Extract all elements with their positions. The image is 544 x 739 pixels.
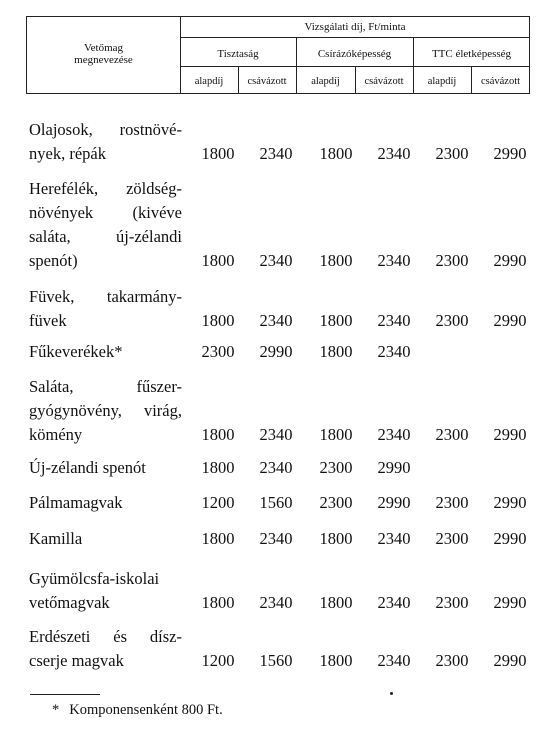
subcol-header: alapdíj <box>194 76 224 87</box>
seed-name <box>29 567 182 615</box>
fee-value: 2340 <box>377 251 411 270</box>
seed-name-line: spenót) <box>29 251 78 270</box>
fee-value: 1800 <box>201 251 235 270</box>
footnote <box>52 702 223 719</box>
seed-name-line: vetőmagvak <box>29 593 110 612</box>
seed-name-line: Olajosok, rostnövé- <box>29 120 182 139</box>
seed-name-line: Új-zélandi spenót <box>29 458 146 477</box>
fee-value: 1200 <box>201 651 235 670</box>
seed-name <box>29 527 182 551</box>
fee-value: 2300 <box>435 311 469 330</box>
fee-value: 1200 <box>201 493 235 512</box>
fee-value: 2340 <box>377 342 411 361</box>
seed-name-line: füvek <box>29 311 67 330</box>
fee-value: 1800 <box>319 425 353 444</box>
fee-value: 2300 <box>319 458 353 477</box>
fee-value: 2340 <box>377 144 411 163</box>
seed-name-line: cserje magvak <box>29 651 124 670</box>
fee-value: 1800 <box>201 144 235 163</box>
fee-value: 1800 <box>319 144 353 163</box>
seed-name-line: gyógynövény, virág, <box>29 401 182 420</box>
fee-value: 1800 <box>201 458 235 477</box>
fee-value: 2990 <box>493 144 527 163</box>
fee-value: 1800 <box>201 425 235 444</box>
fee-value: 2340 <box>259 144 293 163</box>
group-tisztasag: Tisztaság <box>217 48 259 60</box>
fee-value: 2340 <box>259 425 293 444</box>
fee-value: 2990 <box>493 425 527 444</box>
subcol-header: csávázott <box>364 76 404 87</box>
subcol-header: csávázott <box>480 76 521 87</box>
fee-title: Vizsgálati díj, Ft/minta <box>304 21 406 33</box>
seed-name-line: Pálmamagvak <box>29 493 123 512</box>
fee-value: 2300 <box>435 144 469 163</box>
fee-value: 2340 <box>259 458 293 477</box>
group-csirazokepesseg: Csírázóképesség <box>317 48 392 60</box>
fee-value: 2340 <box>377 425 411 444</box>
fee-value: 2300 <box>319 493 353 512</box>
seed-name-line: Herefélék, zöldség- <box>29 179 182 198</box>
fee-value: 2340 <box>377 529 411 548</box>
fee-value: 1560 <box>259 493 293 512</box>
seed-name <box>29 625 182 673</box>
seed-name-line: nyek, répák <box>29 144 106 163</box>
seed-name <box>29 375 182 447</box>
fee-value: 2340 <box>377 651 411 670</box>
fee-value: 1800 <box>201 529 235 548</box>
seed-name-line: kömény <box>29 425 83 444</box>
fee-value: 2990 <box>493 493 527 512</box>
footnote-mark: * <box>52 702 60 718</box>
footnote-divider <box>30 694 100 695</box>
fee-value: 1560 <box>259 651 293 670</box>
seed-name <box>29 491 182 515</box>
fee-value: 2990 <box>493 251 527 270</box>
seed-name <box>29 285 182 333</box>
subcol-header: csávázott <box>247 76 287 87</box>
name-col-label-2: megnevezése <box>74 54 133 66</box>
fee-value: 2340 <box>377 311 411 330</box>
table-header <box>26 16 530 94</box>
subcol-header: alapdíj <box>427 76 457 87</box>
fee-value: 2990 <box>493 529 527 548</box>
fee-value: 2990 <box>493 593 527 612</box>
fee-value: 2990 <box>493 311 527 330</box>
fee-value: 1800 <box>319 651 353 670</box>
print-speck <box>390 692 393 695</box>
fee-value: 2300 <box>435 593 469 612</box>
name-col-label-1: Vetőmag <box>83 42 124 54</box>
fee-value: 2300 <box>435 529 469 548</box>
seed-name-line: saláta, új-zélandi <box>29 227 182 246</box>
footnote-text: Komponensenként 800 Ft. <box>69 702 223 718</box>
seed-name-line: Fűkeverékek* <box>29 342 123 361</box>
fee-value: 1800 <box>319 251 353 270</box>
fee-value: 1800 <box>319 342 353 361</box>
fee-value: 2340 <box>259 529 293 548</box>
fee-value: 2340 <box>377 593 411 612</box>
seed-name-line: Gyümölcsfa-iskolai <box>29 569 160 588</box>
seed-name-line: Erdészeti és dísz- <box>29 627 182 646</box>
fee-value: 2990 <box>259 342 293 361</box>
seed-name-line: növények (kivéve <box>29 203 182 222</box>
fee-value: 2300 <box>201 342 235 361</box>
name-col-header <box>27 42 180 66</box>
seed-name-line: Saláta, fűszer- <box>29 377 182 396</box>
fee-value: 2990 <box>377 493 411 512</box>
group-ttc: TTC életképesség <box>431 48 512 60</box>
fee-value: 2300 <box>435 493 469 512</box>
fee-value: 2340 <box>259 311 293 330</box>
fee-value: 2340 <box>259 593 293 612</box>
seed-name-line: Kamilla <box>29 529 83 548</box>
fee-value: 2300 <box>435 651 469 670</box>
fee-value: 2990 <box>377 458 411 477</box>
seed-name <box>29 340 182 364</box>
subcol-header: alapdíj <box>311 76 340 87</box>
fee-value: 2300 <box>435 425 469 444</box>
fee-value: 2300 <box>435 251 469 270</box>
fee-value: 2990 <box>493 651 527 670</box>
seed-name-line: Füvek, takarmány- <box>29 287 182 306</box>
seed-name <box>29 177 182 273</box>
fee-value: 2340 <box>259 251 293 270</box>
seed-name <box>29 118 182 166</box>
fee-value: 1800 <box>319 529 353 548</box>
fee-value: 1800 <box>201 311 235 330</box>
seed-name <box>29 456 182 480</box>
fee-value: 1800 <box>201 593 235 612</box>
fee-value: 1800 <box>319 311 353 330</box>
fee-value: 1800 <box>319 593 353 612</box>
